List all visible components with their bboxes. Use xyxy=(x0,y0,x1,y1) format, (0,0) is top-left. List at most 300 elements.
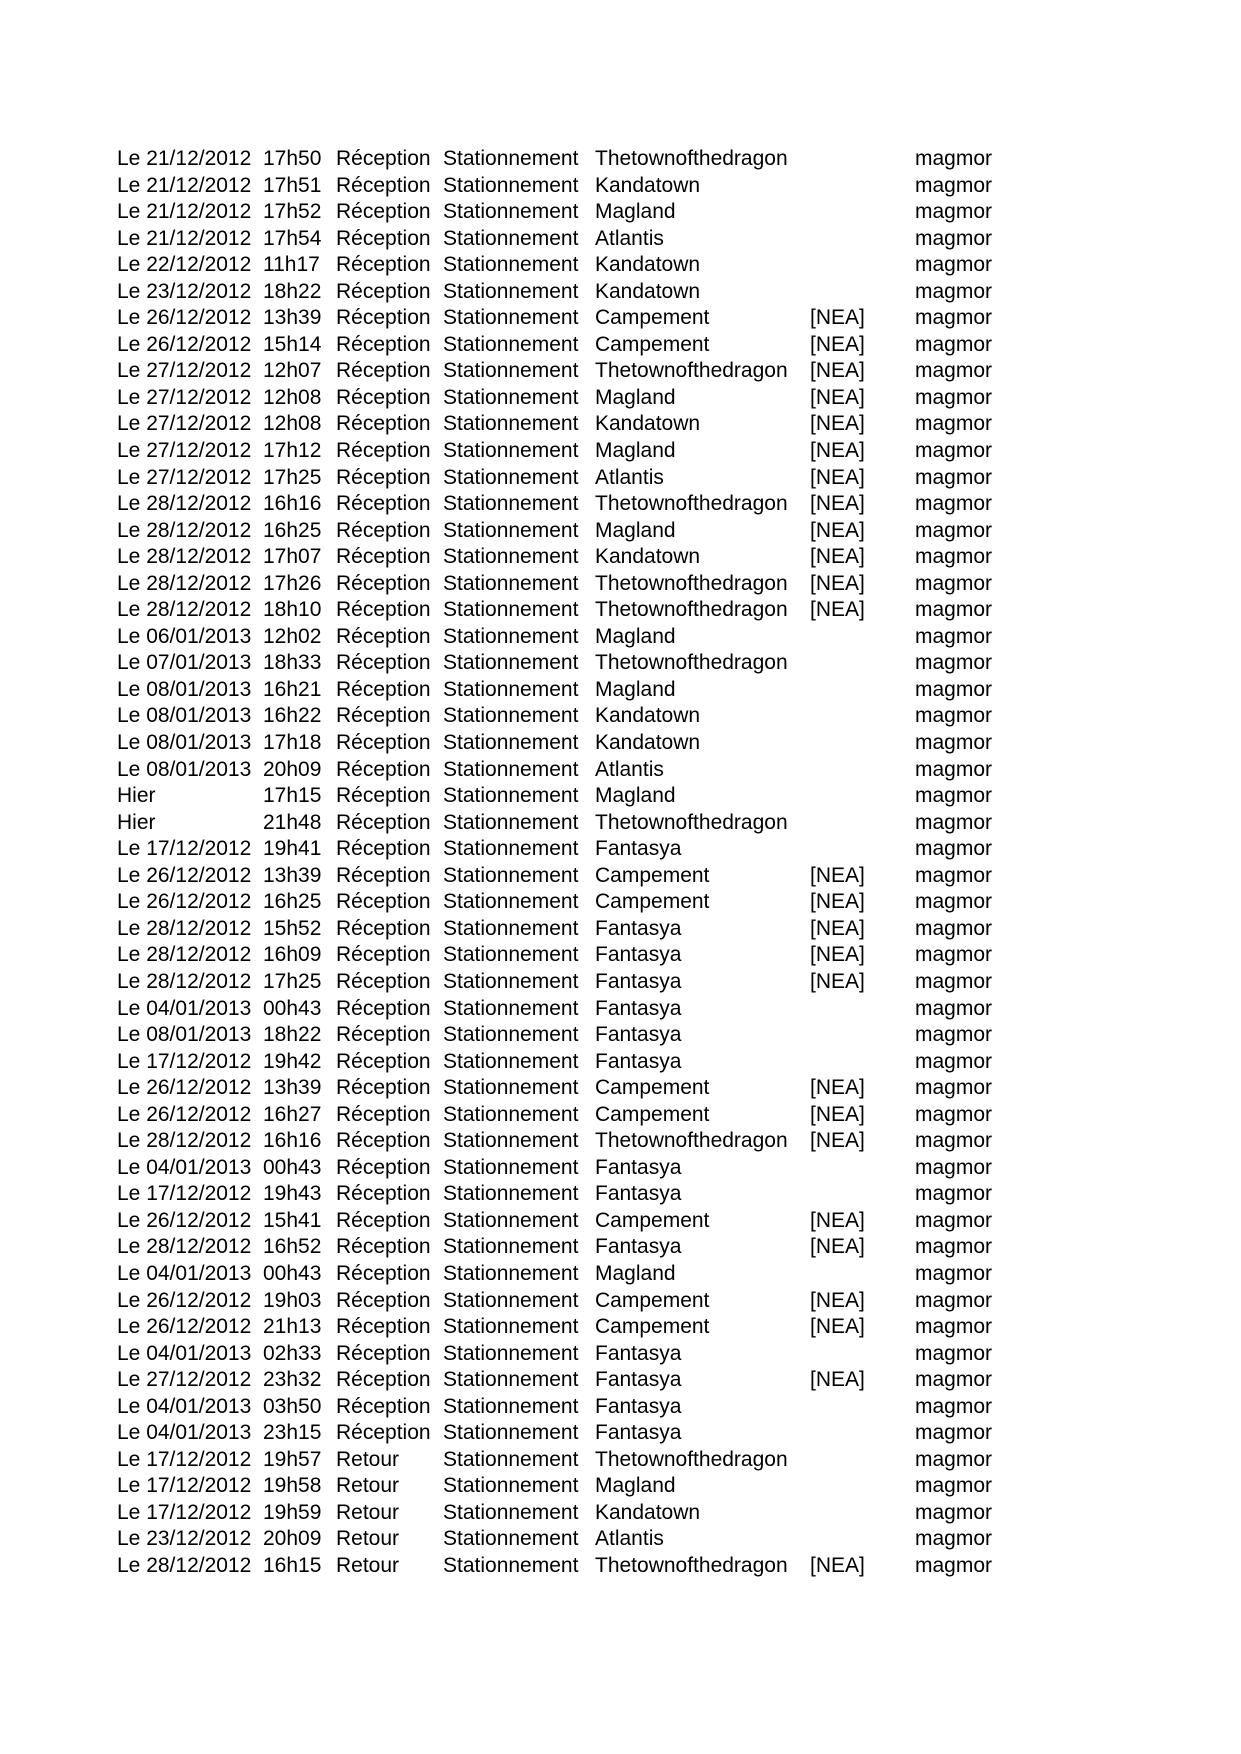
event-type-cell: Réception xyxy=(336,677,431,701)
category-cell: Stationnement xyxy=(443,518,579,542)
user-cell: magmor xyxy=(915,810,993,834)
location-cell: Kandatown xyxy=(595,173,701,197)
nea-flag xyxy=(810,1447,915,1474)
location-cell: Fantasya xyxy=(595,1341,682,1365)
event-type-cell: Réception xyxy=(336,200,431,224)
nea-flag xyxy=(810,1394,915,1421)
location-cell: Magland xyxy=(595,677,676,701)
category-cell: Stationnement xyxy=(443,1208,579,1232)
nea-flag xyxy=(810,226,915,253)
table-row xyxy=(117,411,1015,438)
category-cell: Stationnement xyxy=(443,943,579,967)
user-cell: magmor xyxy=(915,1023,993,1047)
nea-flag: [NEA] xyxy=(810,1102,865,1126)
location-cell: Magland xyxy=(595,784,676,808)
nea-flag xyxy=(810,783,915,810)
user-cell: magmor xyxy=(915,1421,993,1445)
user-cell: magmor xyxy=(915,1102,993,1126)
category-cell: Stationnement xyxy=(443,1447,579,1471)
event-type-cell: Réception xyxy=(336,1182,431,1206)
table-row xyxy=(117,889,1015,916)
location-cell: Thetownofthedragon xyxy=(595,651,788,675)
category-cell: Stationnement xyxy=(443,863,579,887)
table-row xyxy=(117,757,1015,784)
nea-flag xyxy=(810,730,915,757)
date-cell: Le 26/12/2012 xyxy=(117,306,252,330)
table-row xyxy=(117,465,1015,492)
category-cell: Stationnement xyxy=(443,545,579,569)
user-cell: magmor xyxy=(915,1341,993,1365)
table-row xyxy=(117,1394,1015,1421)
nea-flag: [NEA] xyxy=(810,598,865,622)
category-cell: Stationnement xyxy=(443,226,579,250)
location-cell: Campement xyxy=(595,332,710,356)
table-row xyxy=(117,1155,1015,1182)
time-cell: 13h39 xyxy=(263,1076,322,1100)
user-cell: magmor xyxy=(915,1474,993,1498)
nea-flag xyxy=(810,252,915,279)
time-cell: 02h33 xyxy=(263,1341,322,1365)
event-type-cell: Réception xyxy=(336,1129,431,1153)
user-cell: magmor xyxy=(915,1394,993,1418)
nea-flag xyxy=(810,1181,915,1208)
date-cell: Le 28/12/2012 xyxy=(117,1129,252,1153)
table-row xyxy=(117,571,1015,598)
location-cell: Atlantis xyxy=(595,226,664,250)
time-cell: 17h50 xyxy=(263,147,322,170)
location-cell: Thetownofthedragon xyxy=(595,571,788,595)
event-type-cell: Réception xyxy=(336,332,431,356)
category-cell: Stationnement xyxy=(443,359,579,383)
user-cell: magmor xyxy=(915,1288,993,1312)
user-cell: magmor xyxy=(915,624,993,648)
nea-flag xyxy=(810,650,915,677)
date-cell: Le 28/12/2012 xyxy=(117,969,252,993)
user-cell: magmor xyxy=(915,1155,993,1179)
time-cell: 12h08 xyxy=(263,385,322,409)
location-cell: Kandatown xyxy=(595,253,701,277)
date-cell: Le 17/12/2012 xyxy=(117,1182,252,1206)
location-cell: Fantasya xyxy=(595,943,682,967)
location-cell: Campement xyxy=(595,1315,710,1339)
date-cell: Le 17/12/2012 xyxy=(117,1049,252,1073)
date-cell: Le 06/01/2013 xyxy=(117,624,252,648)
event-type-cell: Réception xyxy=(336,1208,431,1232)
nea-flag xyxy=(810,1155,915,1182)
category-cell: Stationnement xyxy=(443,385,579,409)
user-cell: magmor xyxy=(915,1129,993,1153)
user-cell: magmor xyxy=(915,332,993,356)
table-row xyxy=(117,1367,1015,1394)
category-cell: Stationnement xyxy=(443,624,579,648)
nea-flag xyxy=(810,146,915,173)
date-cell: Le 26/12/2012 xyxy=(117,332,252,356)
nea-flag xyxy=(810,1261,915,1288)
table-row xyxy=(117,358,1015,385)
table-row xyxy=(117,1314,1015,1341)
location-cell: Campement xyxy=(595,306,710,330)
location-cell: Thetownofthedragon xyxy=(595,147,788,170)
user-cell: magmor xyxy=(915,969,993,993)
user-cell: magmor xyxy=(915,571,993,595)
user-cell: magmor xyxy=(915,731,993,755)
event-type-cell: Réception xyxy=(336,943,431,967)
user-cell: magmor xyxy=(915,784,993,808)
nea-flag xyxy=(810,624,915,651)
nea-flag xyxy=(810,199,915,226)
user-cell: magmor xyxy=(915,226,993,250)
location-cell: Fantasya xyxy=(595,1235,682,1259)
user-cell: magmor xyxy=(915,412,993,436)
user-cell: magmor xyxy=(915,1553,993,1577)
location-cell: Campement xyxy=(595,1208,710,1232)
time-cell: 00h43 xyxy=(263,1261,322,1285)
table-row xyxy=(117,1500,1015,1527)
user-cell: magmor xyxy=(915,306,993,330)
nea-flag: [NEA] xyxy=(810,890,865,914)
user-cell: magmor xyxy=(915,1049,993,1073)
category-cell: Stationnement xyxy=(443,1261,579,1285)
time-cell: 16h25 xyxy=(263,518,322,542)
nea-flag xyxy=(810,173,915,200)
event-type-cell: Réception xyxy=(336,1235,431,1259)
category-cell: Stationnement xyxy=(443,1155,579,1179)
event-type-cell: Réception xyxy=(336,1155,431,1179)
nea-flag xyxy=(810,1473,915,1500)
date-cell: Le 17/12/2012 xyxy=(117,1447,252,1471)
date-cell: Le 28/12/2012 xyxy=(117,943,252,967)
table-row xyxy=(117,173,1015,200)
location-cell: Fantasya xyxy=(595,996,682,1020)
event-type-cell: Réception xyxy=(336,1341,431,1365)
time-cell: 20h09 xyxy=(263,1527,322,1551)
nea-flag xyxy=(810,757,915,784)
nea-flag xyxy=(810,279,915,306)
category-cell: Stationnement xyxy=(443,253,579,277)
time-cell: 16h52 xyxy=(263,1235,322,1259)
nea-flag: [NEA] xyxy=(810,545,865,569)
table-row xyxy=(117,332,1015,359)
user-cell: magmor xyxy=(915,385,993,409)
date-cell: Le 23/12/2012 xyxy=(117,279,252,303)
nea-flag: [NEA] xyxy=(810,1553,865,1577)
user-cell: magmor xyxy=(915,1500,993,1524)
table-row xyxy=(117,1022,1015,1049)
category-cell: Stationnement xyxy=(443,1421,579,1445)
nea-flag: [NEA] xyxy=(810,412,865,436)
location-cell: Magland xyxy=(595,200,676,224)
category-cell: Stationnement xyxy=(443,1500,579,1524)
user-cell: magmor xyxy=(915,359,993,383)
event-type-cell: Réception xyxy=(336,173,431,197)
date-cell: Le 28/12/2012 xyxy=(117,571,252,595)
location-cell: Magland xyxy=(595,624,676,648)
category-cell: Stationnement xyxy=(443,969,579,993)
table-row xyxy=(117,810,1015,837)
category-cell: Stationnement xyxy=(443,306,579,330)
category-cell: Stationnement xyxy=(443,1527,579,1551)
time-cell: 16h09 xyxy=(263,943,322,967)
date-cell: Le 26/12/2012 xyxy=(117,1288,252,1312)
table-row xyxy=(117,863,1015,890)
user-cell: magmor xyxy=(915,996,993,1020)
table-row xyxy=(117,1341,1015,1368)
category-cell: Stationnement xyxy=(443,677,579,701)
time-cell: 17h15 xyxy=(263,784,322,808)
user-cell: magmor xyxy=(915,279,993,303)
nea-flag xyxy=(810,1526,915,1553)
time-cell: 17h07 xyxy=(263,545,322,569)
user-cell: magmor xyxy=(915,1368,993,1392)
category-cell: Stationnement xyxy=(443,1102,579,1126)
table-row xyxy=(117,836,1015,863)
category-cell: Stationnement xyxy=(443,784,579,808)
location-cell: Fantasya xyxy=(595,916,682,940)
category-cell: Stationnement xyxy=(443,810,579,834)
time-cell: 11h17 xyxy=(263,253,320,277)
time-cell: 12h02 xyxy=(263,624,322,648)
date-cell: Le 21/12/2012 xyxy=(117,173,252,197)
time-cell: 13h39 xyxy=(263,306,322,330)
time-cell: 23h32 xyxy=(263,1368,322,1392)
table-row xyxy=(117,703,1015,730)
time-cell: 19h58 xyxy=(263,1474,322,1498)
nea-flag: [NEA] xyxy=(810,1076,865,1100)
location-cell: Fantasya xyxy=(595,1394,682,1418)
category-cell: Stationnement xyxy=(443,1288,579,1312)
user-cell: magmor xyxy=(915,1315,993,1339)
category-cell: Stationnement xyxy=(443,147,579,170)
user-cell: magmor xyxy=(915,890,993,914)
category-cell: Stationnement xyxy=(443,598,579,622)
time-cell: 19h03 xyxy=(263,1288,322,1312)
time-cell: 17h18 xyxy=(263,731,322,755)
date-cell: Le 04/01/2013 xyxy=(117,996,252,1020)
date-cell: Le 04/01/2013 xyxy=(117,1421,252,1445)
user-cell: magmor xyxy=(915,545,993,569)
nea-flag: [NEA] xyxy=(810,1235,865,1259)
date-cell: Le 26/12/2012 xyxy=(117,1208,252,1232)
event-type-cell: Réception xyxy=(336,704,431,728)
event-type-cell: Retour xyxy=(336,1500,400,1524)
date-cell: Le 28/12/2012 xyxy=(117,1235,252,1259)
event-type-cell: Réception xyxy=(336,545,431,569)
event-type-cell: Réception xyxy=(336,385,431,409)
category-cell: Stationnement xyxy=(443,412,579,436)
user-cell: magmor xyxy=(915,677,993,701)
location-cell: Fantasya xyxy=(595,1155,682,1179)
time-cell: 20h09 xyxy=(263,757,322,781)
event-type-cell: Réception xyxy=(336,969,431,993)
table-row xyxy=(117,518,1015,545)
user-cell: magmor xyxy=(915,1208,993,1232)
location-cell: Atlantis xyxy=(595,465,664,489)
user-cell: magmor xyxy=(915,173,993,197)
nea-flag xyxy=(810,677,915,704)
table-row xyxy=(117,1261,1015,1288)
nea-flag: [NEA] xyxy=(810,916,865,940)
date-cell: Le 28/12/2012 xyxy=(117,545,252,569)
time-cell: 19h57 xyxy=(263,1447,322,1471)
table-row xyxy=(117,305,1015,332)
user-cell: magmor xyxy=(915,1527,993,1551)
table-row xyxy=(117,1049,1015,1076)
event-type-cell: Réception xyxy=(336,1368,431,1392)
date-cell: Le 21/12/2012 xyxy=(117,226,252,250)
date-cell: Le 17/12/2012 xyxy=(117,837,252,861)
category-cell: Stationnement xyxy=(443,1394,579,1418)
location-cell: Magland xyxy=(595,439,676,463)
date-cell: Le 21/12/2012 xyxy=(117,147,252,170)
table-row xyxy=(117,624,1015,651)
nea-flag xyxy=(810,1022,915,1049)
location-cell: Magland xyxy=(595,1474,676,1498)
event-type-cell: Réception xyxy=(336,226,431,250)
table-row xyxy=(117,1181,1015,1208)
table-row xyxy=(117,146,1015,173)
table-row xyxy=(117,1234,1015,1261)
date-cell: Le 26/12/2012 xyxy=(117,890,252,914)
date-cell: Le 28/12/2012 xyxy=(117,492,252,516)
user-cell: magmor xyxy=(915,518,993,542)
table-row xyxy=(117,544,1015,571)
time-cell: 15h52 xyxy=(263,916,322,940)
table-row xyxy=(117,1447,1015,1474)
user-cell: magmor xyxy=(915,863,993,887)
table-row xyxy=(117,650,1015,677)
event-type-cell: Réception xyxy=(336,837,431,861)
location-cell: Thetownofthedragon xyxy=(595,1553,788,1577)
date-cell: Le 26/12/2012 xyxy=(117,863,252,887)
category-cell: Stationnement xyxy=(443,996,579,1020)
date-cell: Le 26/12/2012 xyxy=(117,1076,252,1100)
nea-flag: [NEA] xyxy=(810,306,865,330)
category-cell: Stationnement xyxy=(443,439,579,463)
date-cell: Le 26/12/2012 xyxy=(117,1102,252,1126)
table-row xyxy=(117,1473,1015,1500)
event-type-cell: Réception xyxy=(336,492,431,516)
location-cell: Thetownofthedragon xyxy=(595,1129,788,1153)
time-cell: 17h51 xyxy=(263,173,322,197)
category-cell: Stationnement xyxy=(443,1129,579,1153)
time-cell: 21h48 xyxy=(263,810,322,834)
event-type-cell: Réception xyxy=(336,1421,431,1445)
location-cell: Fantasya xyxy=(595,1368,682,1392)
date-cell: Hier xyxy=(117,810,156,834)
table-row xyxy=(117,438,1015,465)
category-cell: Stationnement xyxy=(443,704,579,728)
log-table xyxy=(117,146,1015,1580)
time-cell: 13h39 xyxy=(263,863,322,887)
time-cell: 23h15 xyxy=(263,1421,322,1445)
event-type-cell: Réception xyxy=(336,279,431,303)
table-row xyxy=(117,199,1015,226)
location-cell: Campement xyxy=(595,1288,710,1312)
event-type-cell: Réception xyxy=(336,784,431,808)
nea-flag: [NEA] xyxy=(810,1368,865,1392)
location-cell: Thetownofthedragon xyxy=(595,359,788,383)
location-cell: Magland xyxy=(595,518,676,542)
time-cell: 19h59 xyxy=(263,1500,322,1524)
date-cell: Le 07/01/2013 xyxy=(117,651,252,675)
nea-flag xyxy=(810,1420,915,1447)
nea-flag: [NEA] xyxy=(810,332,865,356)
date-cell: Le 08/01/2013 xyxy=(117,677,252,701)
nea-flag xyxy=(810,1341,915,1368)
category-cell: Stationnement xyxy=(443,651,579,675)
table-row xyxy=(117,385,1015,412)
date-cell: Le 28/12/2012 xyxy=(117,916,252,940)
time-cell: 16h21 xyxy=(263,677,322,701)
user-cell: magmor xyxy=(915,916,993,940)
table-row xyxy=(117,491,1015,518)
time-cell: 18h33 xyxy=(263,651,322,675)
location-cell: Magland xyxy=(595,1261,676,1285)
location-cell: Thetownofthedragon xyxy=(595,1447,788,1471)
date-cell: Le 04/01/2013 xyxy=(117,1394,252,1418)
location-cell: Kandatown xyxy=(595,412,701,436)
nea-flag: [NEA] xyxy=(810,863,865,887)
nea-flag: [NEA] xyxy=(810,1129,865,1153)
location-cell: Kandatown xyxy=(595,704,701,728)
time-cell: 17h12 xyxy=(263,439,322,463)
nea-flag: [NEA] xyxy=(810,439,865,463)
category-cell: Stationnement xyxy=(443,1182,579,1206)
table-row xyxy=(117,1288,1015,1315)
date-cell: Le 28/12/2012 xyxy=(117,1553,252,1577)
date-cell: Le 27/12/2012 xyxy=(117,385,252,409)
user-cell: magmor xyxy=(915,439,993,463)
date-cell: Le 17/12/2012 xyxy=(117,1474,252,1498)
date-cell: Le 17/12/2012 xyxy=(117,1500,252,1524)
time-cell: 18h22 xyxy=(263,279,322,303)
time-cell: 16h15 xyxy=(263,1553,322,1577)
table-row xyxy=(117,783,1015,810)
table-row xyxy=(117,252,1015,279)
time-cell: 03h50 xyxy=(263,1394,322,1418)
nea-flag xyxy=(810,1500,915,1527)
category-cell: Stationnement xyxy=(443,837,579,861)
table-row xyxy=(117,996,1015,1023)
event-type-cell: Réception xyxy=(336,651,431,675)
time-cell: 15h41 xyxy=(263,1208,322,1232)
location-cell: Kandatown xyxy=(595,545,701,569)
event-type-cell: Réception xyxy=(336,757,431,781)
date-cell: Le 21/12/2012 xyxy=(117,200,252,224)
table-row xyxy=(117,1075,1015,1102)
date-cell: Le 23/12/2012 xyxy=(117,1527,252,1551)
nea-flag: [NEA] xyxy=(810,571,865,595)
event-type-cell: Retour xyxy=(336,1553,400,1577)
time-cell: 17h26 xyxy=(263,571,322,595)
user-cell: magmor xyxy=(915,1261,993,1285)
nea-flag: [NEA] xyxy=(810,359,865,383)
date-cell: Le 27/12/2012 xyxy=(117,465,252,489)
user-cell: magmor xyxy=(915,598,993,622)
event-type-cell: Réception xyxy=(336,1049,431,1073)
event-type-cell: Réception xyxy=(336,439,431,463)
time-cell: 17h54 xyxy=(263,226,322,250)
table-row xyxy=(117,969,1015,996)
event-type-cell: Réception xyxy=(336,863,431,887)
time-cell: 21h13 xyxy=(263,1315,322,1339)
location-cell: Fantasya xyxy=(595,1049,682,1073)
user-cell: magmor xyxy=(915,837,993,861)
location-cell: Fantasya xyxy=(595,837,682,861)
nea-flag: [NEA] xyxy=(810,492,865,516)
category-cell: Stationnement xyxy=(443,890,579,914)
time-cell: 17h25 xyxy=(263,969,322,993)
